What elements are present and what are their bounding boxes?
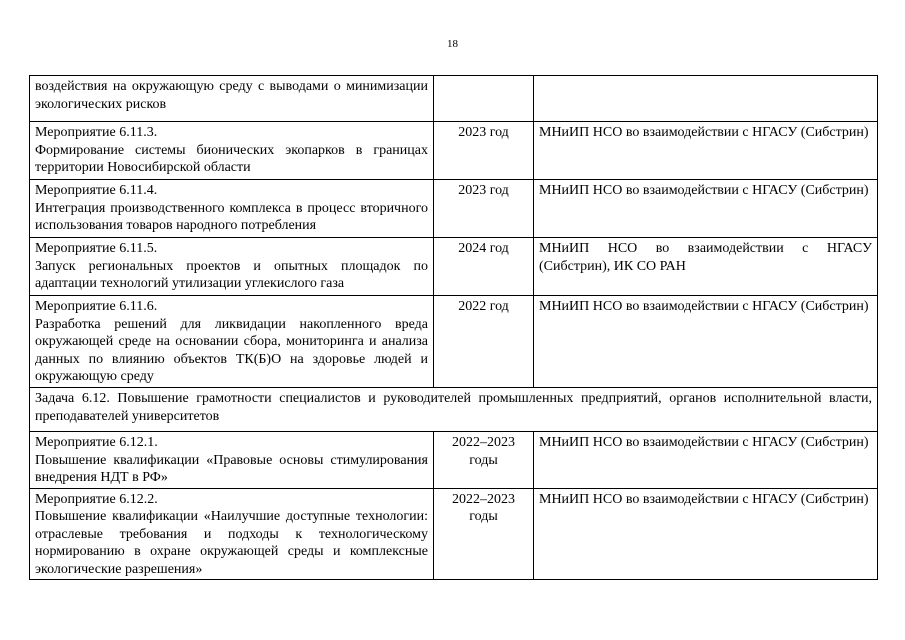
responsible-cell: МНиИП НСО во взаимодействии с НГАСУ (Сибстрин) — [534, 180, 878, 238]
measure-title: Мероприятие 6.12.2. — [35, 491, 158, 507]
measure-text: Повышение квалификации «Наилучшие доступные технологии: отраслевые требования и подходы к технологическому нормированию в охране окружающей среды и комплексные экологические разрешения» — [35, 509, 428, 577]
responsible-cell: МНиИП НСО во взаимодействии с НГАСУ (Сибстрин) — [534, 488, 878, 580]
measure-text: воздействия на окружающую среду с выводами о минимизации экологических рисков — [35, 79, 428, 112]
table-row — [30, 488, 878, 580]
measure-cell — [30, 296, 434, 388]
year-cell: 2022–2023 годы — [434, 432, 534, 489]
page-number: 18 — [447, 38, 458, 50]
year-cell: 2023 год — [434, 180, 534, 238]
measures-table — [29, 75, 878, 580]
table-row — [30, 76, 878, 122]
measure-text: Формирование системы бионических экопарков в границах территории Новосибирской области — [35, 142, 428, 175]
table-row — [30, 296, 878, 388]
year-cell: 2023 год — [434, 122, 534, 180]
measure-text: Запуск региональных проектов и опытных площадок по адаптации технологий утилизации углекислого газа — [35, 258, 428, 291]
measure-cell — [30, 180, 434, 238]
year-cell: 2022 год — [434, 296, 534, 388]
measure-title: Мероприятие 6.11.4. — [35, 183, 158, 198]
measure-text: Интеграция производственного комплекса в процесс вторичного использования товаров народного потребления — [35, 200, 428, 233]
measure-cell — [30, 122, 434, 180]
task-row — [30, 388, 878, 432]
table-row — [30, 238, 878, 296]
measure-title: Мероприятие 6.12.1. — [35, 435, 158, 450]
responsible-cell: МНиИП НСО во взаимодействии с НГАСУ (Сибстрин) — [534, 122, 878, 180]
measure-title: Мероприятие 6.11.3. — [35, 125, 158, 140]
measure-title: Мероприятие 6.11.5. — [35, 241, 158, 256]
table-row — [30, 432, 878, 489]
year-cell: 2022–2023 годы — [434, 488, 534, 580]
measure-title: Мероприятие 6.11.6. — [35, 299, 158, 314]
measure-cell — [30, 238, 434, 296]
measure-cell — [30, 488, 434, 580]
responsible-cell: МНиИП НСО во взаимодействии с НГАСУ (Сибстрин), ИК СО РАН — [534, 238, 878, 296]
year-cell — [434, 76, 534, 122]
measure-text: Повышение квалификации «Правовые основы стимулирования внедрения НДТ в РФ» — [35, 452, 428, 485]
responsible-cell: МНиИП НСО во взаимодействии с НГАСУ (Сибстрин) — [534, 432, 878, 489]
measure-text: Разработка решений для ликвидации накопленного вреда окружающей среде на основании сбора, мониторинга и анализа данных по влиянию объектов ТК(Б)О на здоровье людей и окружающую среду — [35, 316, 428, 384]
responsible-cell: МНиИП НСО во взаимодействии с НГАСУ (Сибстрин) — [534, 296, 878, 388]
measure-cell — [30, 76, 434, 122]
measure-cell — [30, 432, 434, 489]
table-row — [30, 122, 878, 180]
responsible-cell — [534, 76, 878, 122]
task-heading: Задача 6.12. Повышение грамотности специалистов и руководителей промышленных предприятий, органов исполнительной власти, преподавателей университетов — [30, 388, 878, 432]
year-cell: 2024 год — [434, 238, 534, 296]
table-row — [30, 180, 878, 238]
